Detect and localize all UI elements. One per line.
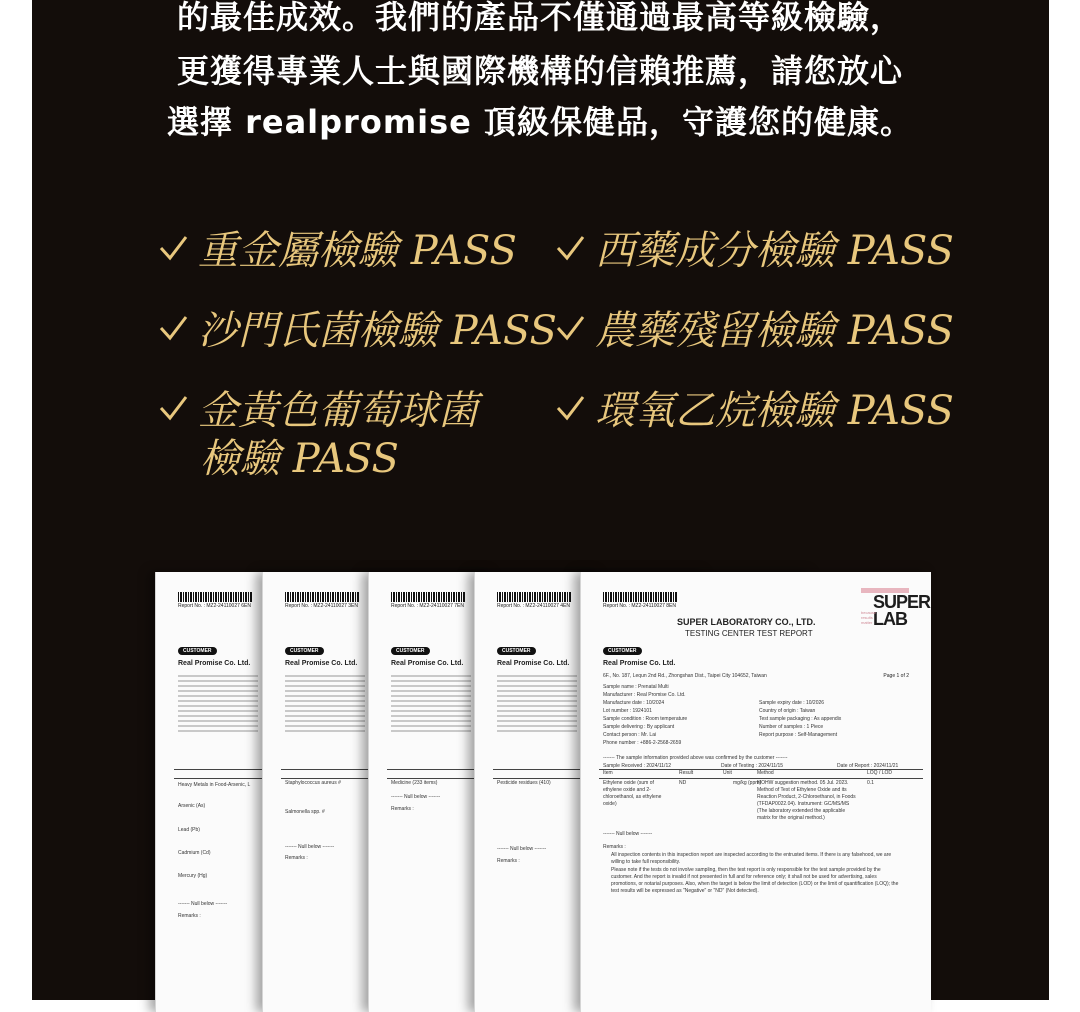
lab-title: SUPER LABORATORY CO., LTD. — [677, 617, 816, 627]
checkmark-icon — [555, 393, 585, 423]
remarks-label: Remarks : — [603, 844, 626, 850]
test-item: Pesticide residues (410) — [497, 780, 551, 786]
right-fields — [759, 699, 841, 739]
checkmark-icon — [158, 393, 188, 423]
remarks-label: Remarks : — [497, 858, 520, 864]
customer-name: Real Promise Co. Ltd. — [178, 660, 251, 667]
intro-line-1: 的最佳成效。我們的產品不僅通過最高等級檢驗， — [176, 0, 903, 36]
barcode — [285, 592, 359, 602]
field: Country of origin : Taiwan — [759, 708, 816, 714]
remarks-label: Remarks : — [391, 806, 414, 812]
barcode — [603, 592, 677, 602]
test-item: Cadmium (Cd) — [178, 850, 211, 856]
null-below: ------- Null below ------- — [497, 846, 547, 852]
col-loq: LOQ / LOD — [867, 770, 893, 776]
logo-text: LAB — [873, 609, 907, 629]
check-text: 沙門氏菌檢驗 PASS — [198, 308, 557, 354]
null-below: ------- Null below ------- — [285, 844, 335, 850]
customer-name: Real Promise Co. Ltd. — [391, 660, 464, 667]
row-method: MOHW suggestion method. 05 Jul. 2023. Method of Test of Ethylene Oxide and its Reaction Product, 2-Chloroethanol, in Foods (TFDAP0022.04). Instrument: GC/MS/MS (The laboratory extended the applicable matrix for the original method.) — [757, 780, 856, 821]
super-lab-logo — [861, 588, 931, 632]
checkmark-icon — [555, 233, 585, 263]
remarks-label: Remarks : — [178, 913, 201, 919]
report-number: Report No. : MZ2-24110027 8EN — [603, 603, 677, 609]
check-text: 農藥殘留檢驗 PASS — [595, 308, 954, 354]
lab-subtitle: TESTING CENTER TEST REPORT — [685, 629, 813, 638]
remarks-label: Remarks : — [285, 855, 308, 861]
null-below: ------- Null below ------- — [603, 831, 653, 837]
field: Manufacture date : 10/2024 — [603, 700, 665, 706]
null-below: ------- Null below ------- — [178, 901, 228, 907]
check-western-drugs — [555, 224, 954, 275]
date-of-testing: Date of Testing : 2024/11/15 — [721, 763, 784, 769]
field: Report purpose : Self-Management — [759, 732, 838, 738]
col-item: Item — [603, 770, 613, 776]
report-fields — [178, 672, 258, 735]
field: Number of samples : 1 Piece — [759, 724, 824, 730]
lab-report-ethylene-oxide — [580, 572, 931, 1012]
customer-tag: CUSTOMER — [603, 647, 642, 655]
field: Sample name : Prenatal Multi — [603, 684, 669, 690]
col-unit: Unit — [723, 770, 732, 776]
field: Sample condition : Room temperature — [603, 716, 688, 722]
field: Manufacturer : Real Promise Co. Ltd. — [603, 692, 686, 698]
check-salmonella — [158, 304, 557, 355]
field: Lot number : 1924101 — [603, 708, 652, 714]
lab-report-stack — [155, 572, 930, 1000]
logo-tagline: because results matter — [861, 610, 877, 625]
customer-tag: CUSTOMER — [391, 647, 430, 655]
row-unit: mg/kg (ppm) — [733, 780, 762, 786]
customer-tag: CUSTOMER — [497, 647, 536, 655]
test-item: Arsenic (As) — [178, 803, 206, 809]
barcode — [178, 592, 252, 602]
test-item: Staphylococcus aureus # — [285, 780, 341, 786]
barcode — [391, 592, 465, 602]
customer-address: 6F., No. 187, Lequn 2nd Rd., Zhongshan Dist., Taipei City 104652, Taiwan — [603, 673, 767, 679]
checkmark-icon — [158, 233, 188, 263]
confirm-note: ------- The sample information provided above was confirmed by the customer ------- — [603, 755, 788, 761]
report-number: Report No. : MZ2-24110027 7EN — [391, 603, 465, 609]
check-text-line-2: 檢驗 PASS — [200, 436, 399, 482]
checkmark-icon — [158, 313, 188, 343]
check-text: 重金屬檢驗 PASS — [198, 228, 517, 274]
report-fields — [497, 672, 577, 735]
customer-tag: CUSTOMER — [178, 647, 217, 655]
customer-tag: CUSTOMER — [285, 647, 324, 655]
barcode — [497, 592, 571, 602]
remark-1: All inspection contents in this inspection report are inspected according to the entrusted items. If there is any falsehood, we are willing to take full responsibility. — [611, 852, 892, 865]
check-heavy-metals — [158, 224, 517, 275]
customer-name: Real Promise Co. Ltd. — [285, 660, 358, 667]
test-item: Lead (Pb) — [178, 827, 200, 833]
field: Sample delivering : By applicant — [603, 724, 675, 730]
col-result: Result — [679, 770, 694, 776]
intro-line-2: 更獲得專業人士與國際機構的信賴推薦，請您放心 — [176, 52, 903, 90]
sample-received: Sample Received : 2024/11/12 — [603, 763, 672, 769]
date-of-report: Date of Report : 2024/11/21 — [837, 763, 899, 769]
test-item: Medicine (233 items) — [391, 780, 438, 786]
remark-2: Please note if the tests do not involve sampling, then the test report is only responsible for the test sample provided by the customer. And the report is invalid if not presented in full and for reference only; it shall not be used for advertising, sales promotions, or notarial purposes. Also, when the target is below the limit of detection (LOD) or the limit of quantification (LOQ); the test results will be expressed as "Negative" or "ND" (Not detected). — [611, 867, 899, 894]
left-fields — [603, 683, 687, 747]
field: Test sample packaging : As appendix — [759, 716, 842, 722]
col-method: Method — [757, 770, 774, 776]
field: Sample expiry date : 10/2026 — [759, 700, 825, 706]
null-below: ------- Null below ------- — [391, 794, 441, 800]
row-item: Ethylene oxide (sum of ethylene oxide and 2-chloroethanol, as ethylene oxide) — [603, 780, 662, 807]
report-number: Report No. : MZ2-24110027 4EN — [497, 603, 571, 609]
test-item: Salmonella spp. # — [285, 809, 325, 815]
report-fields — [391, 672, 471, 735]
check-pesticide — [555, 304, 954, 355]
field: Contact person : Mr. Lai — [603, 732, 657, 738]
check-text: 環氧乙烷檢驗 PASS — [595, 388, 954, 434]
check-text: 西藥成分檢驗 PASS — [595, 228, 954, 274]
customer-name: Real Promise Co. Ltd. — [497, 660, 570, 667]
customer-name: Real Promise Co. Ltd. — [603, 660, 676, 667]
row-result: ND — [679, 780, 687, 786]
intro-line-3: 選擇 realpromise 頂級保健品，守護您的健康。 — [166, 103, 914, 141]
checkmark-icon — [555, 313, 585, 343]
check-ethylene-oxide — [555, 384, 954, 435]
row-loq: 0.1 — [867, 780, 874, 786]
check-text: 金黃色葡萄球菌 — [198, 388, 478, 434]
test-item: Mercury (Hg) — [178, 873, 208, 879]
field: Phone number : +886-2-2568-2659 — [603, 740, 682, 746]
report-number: Report No. : MZ2-24110027 6EN — [178, 603, 252, 609]
logo-text: SUPER — [873, 592, 931, 612]
check-staphylococcus — [158, 384, 478, 483]
test-item: Heavy Metals in Food-Arsenic, L — [178, 782, 251, 788]
report-number: Report No. : MZ2-24110027 3EN — [285, 603, 359, 609]
report-fields — [285, 672, 365, 735]
page-indicator: Page 1 of 2 — [883, 673, 909, 679]
